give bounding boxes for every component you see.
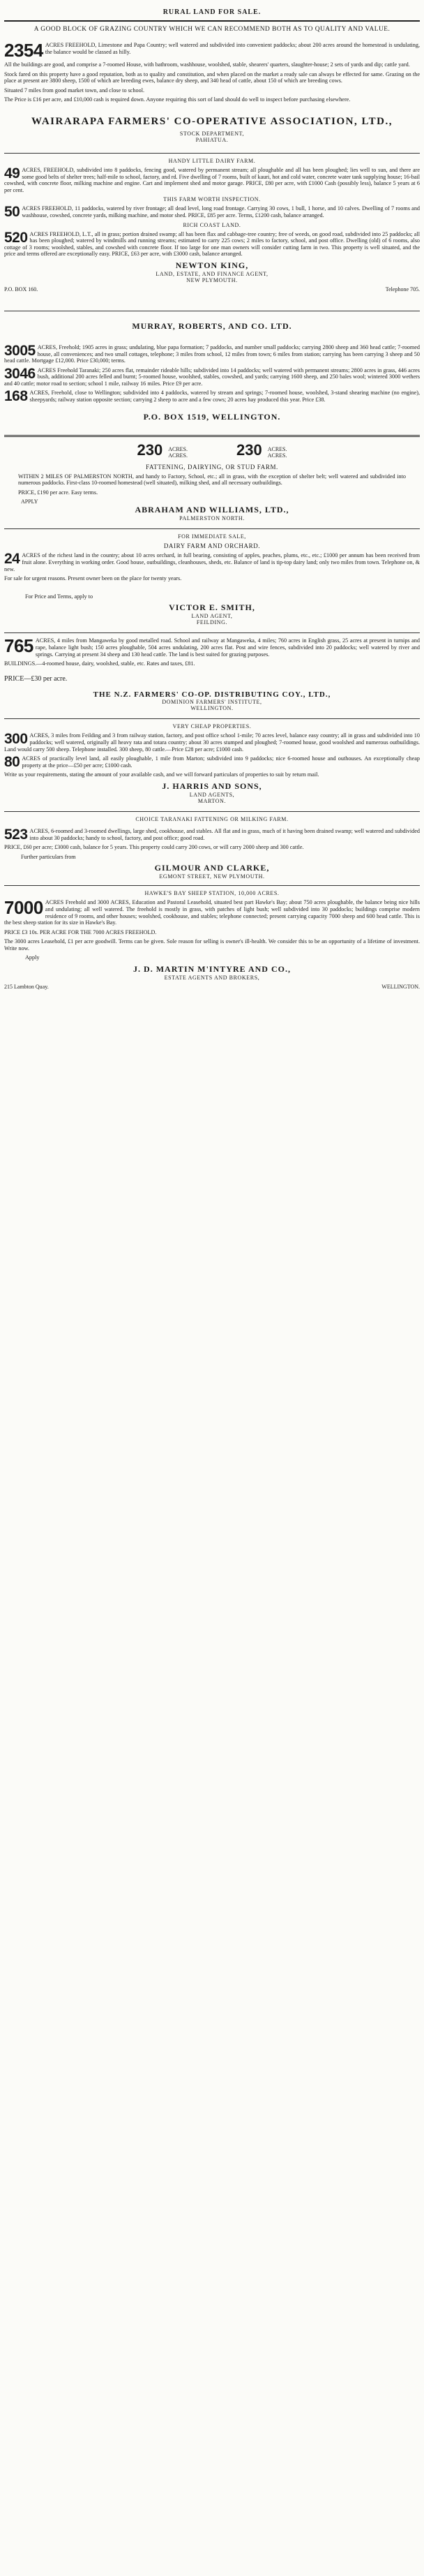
ad-nz-farmers (4, 637, 420, 711)
address-line (4, 984, 420, 990)
ad-newton-king (4, 158, 420, 293)
divider (4, 20, 420, 22)
acreage-number: 230 (236, 441, 262, 459)
listing-heading: FOR IMMEDIATE SALE, (178, 533, 246, 540)
firm-place: WELLINGTON. (381, 984, 420, 991)
listing-heading: DAIRY FARM AND ORCHARD. (163, 542, 261, 550)
firm-description: LAND AGENTS, (189, 791, 235, 798)
listing-text: ACRES, FREEHOLD, subdivided into 8 paddocks, fencing good, watered by permanent stream; all ploughable and all has been ploughed; lies well to sun, and there are some good belts of shelter trees; half-mile to school, factory, and rd. Five dwelling of 7 rooms, built of kauri, hot and cold water, concrete water tank supplying house; 16-bail cowshed, with concrete floor, milking machine and engine. Cart and implement shed and motor garage. PRICE, £80 per acre, with £1000 Cash (possibly less), balance 5 years at 6 per cent. (4, 166, 420, 193)
listing-7000 (4, 899, 420, 926)
listing-text: ACRES, 6-roomed and 3-roomed dwellings, large shed, cookhouse, and stables. All flat and in grass, much of it having been drained swamp; well watered and subdivided into about 30 paddocks; handy to school, factory, and post office; good road. (29, 827, 420, 841)
listing-heading: CHOICE TARANAKI FATTENING OR MILKING FARM. (135, 815, 289, 822)
firm-name: THE N.Z. FARMERS' CO-OP. DISTRIBUTING COY., LTD., (93, 690, 331, 699)
listing-168 (4, 390, 420, 403)
listing-3046 (4, 367, 420, 387)
listing-text: ACRES, Freehold; 1905 acres in grass; undulating, blue papa formation; 7 paddocks, and number small paddocks; carrying 2800 sheep and 360 head cattle; 7-roomed house, all conveniences; and two small cottages, telephone; 3 miles from school, 12 miles from town; 6 miles from station; carrying has been carrying 3 sheep and 50 head cattle. Mortgage £12,000. Price £30,000; terms. (4, 343, 420, 364)
firm-place: EGMONT STREET, NEW PLYMOUTH. (159, 873, 265, 880)
acreage-number: 300 (4, 732, 28, 748)
divider (4, 811, 420, 812)
listing-price: PRICE, £60 per acre; £3000 cash, balance for 5 years. This property could carry 200 cows, or will carry 2000 sheep and 300 cattle. (4, 844, 304, 851)
listing-heading: HANDY LITTLE DAIRY FARM. (168, 157, 256, 164)
divider (4, 632, 420, 633)
divider (4, 718, 420, 719)
listing-paragraph: All the buildings are good, and comprise a 7-roomed House, with bathroom, washhouse, woolshed, stable, shearers' quarters, slaughter-house; 2 sets of yards and dip; cattle yard. (4, 61, 410, 68)
listing-note: Write us your requirements, stating the amount of your available cash, and we will forward particulars of properties to suit by return mail. (4, 771, 319, 778)
firm-place: WELLINGTON. (190, 705, 234, 712)
listing-text: ACRES FREEHOLD, Limestone and Papa Country; well watered and subdivided into convenient paddocks; about 200 acres around the homestead is undulating, the balance would be classed as hilly. (45, 42, 420, 55)
ad-gilmour-clarke (4, 816, 420, 880)
agent-description: LAND AGENT, (191, 613, 233, 620)
firm-place: MARTON. (197, 797, 227, 804)
firm-place: PALMERSTON NORTH. (179, 515, 245, 522)
acreage-number: 523 (4, 827, 28, 842)
acreage-number: 168 (4, 390, 28, 404)
listing-3005 (4, 344, 420, 364)
firm-place: PAHIATUA. (195, 136, 229, 143)
acreage-number: 7000 (4, 899, 43, 919)
divider (4, 528, 420, 529)
apply-label: APPLY (21, 498, 38, 505)
listing-49 (4, 167, 420, 193)
listing-text: ACRES Freehold and 3000 ACRES, Education and Pastoral Leasehold, situated best part Hawke's Bay; about 750 acres ploughable, the balance being nice hills and undulating; all well watered. The freehold is mostly in grass, with patches of light bush; well subdivided into 30 paddocks; buildings comprise modern residence of 9 rooms, and other houses; woolshed, cookhouse, and stables; telephone connected; present carrying capacity 7000 sheep and 600 head cattle. This is the best sheep station for its size in Hawke's Bay. (4, 899, 420, 926)
contact-line (4, 286, 420, 293)
firm-name: J. HARRIS AND SONS, (162, 780, 262, 791)
divider (4, 435, 420, 437)
agent-place: FEILDING. (196, 619, 228, 626)
street-address: 215 Lambton Quay. (4, 984, 49, 991)
divider (4, 153, 420, 154)
listing-520 (4, 231, 420, 258)
ad-mcintyre (4, 890, 420, 990)
ad-murray-roberts (4, 316, 420, 422)
acreage-number: 520 (4, 230, 28, 246)
listing-text: ACRES, Freehold, close to Wellington; subdivided into 4 paddocks, watered by stream and springs; 7-roomed house, woolshed, 3-stand shearing machine (no engine), sheepyards; railway station opposite section; carrying 2 sheep to acre and a few cows; 20 acres hay produced this year. Price £38. (29, 390, 420, 404)
acreage-label: ACRES. (168, 452, 188, 459)
listing-text: ACRES Freehold Taranaki; 250 acres flat, remainder rideable hills; subdivided into 14 paddocks; well watered with permanent streams; 2800 acres in grass, 446 acres bush, additional 200 acres felled and burnt; 5-roomed house, woolshed, stables, cowshed, and yards; carrying 1600 sheep, and 250 bales wool; wintered 3000 wethers and 40 cattle; motor road to section; school 1 mile, railway 16 miles. Price £9 per acre. (4, 367, 420, 387)
ad-abraham-williams (4, 441, 420, 522)
acreage-number: 2354 (4, 42, 43, 59)
acreage-label: ACRES. (267, 452, 287, 459)
listing-text: ACRES of the richest land in the country; about 10 acres orchard, in full bearing, consisting of apples, peaches, plums, etc., etc.; £1000 per annum has been received from fruit alone. Everything in working order. Good house, outbuildings, cleanhouses, sheds, etc. Balance of land is tip-top dairy land; only two miles from town. Telephone on, & new. (4, 552, 420, 572)
listing-2354 (4, 42, 420, 59)
apply-label: Apply (25, 954, 40, 961)
listing-heading: RICH COAST LAND. (183, 221, 241, 228)
listing-heading: THIS FARM WORTH INSPECTION. (163, 196, 261, 203)
firm-description: DOMINION FARMERS' INSTITUTE, (162, 699, 262, 706)
listing-text: ACRES FREEHOLD, L.T., all in grass; portion drained swamp; all has been flax and cabbage-tree country; free of weeds, on good road, subdivided into 25 paddocks; all has been ploughed; watered by windmills and running streams; estimated to carry 225 cows; 2 miles to factory, school, and post office. Dwelling (old) of 6 rooms, also cottage of 3 rooms; woolshed, stables, and cowshed with concrete floor. If too large for one man owners will consider cutting farm in two. This property is well situated, and the price and terms offered are exceptionally easy. PRICE, £63 per acre, with £3000 cash, balance arranged. (4, 230, 420, 258)
listing-text: ACRES, 3 miles from Feilding and 3 from railway station, factory, and post office school 1-mile; 70 acres level, balance easy country; all in grass and subdivided into 10 paddocks; well watered, originally all heavy rata and totara country; about 30 acres stumped and ploughed; 7-roomed house, good woolshed and numerous outbuildings. Land would carry 500 sheep. Telephone installed. 300 sheep, 80 cattle.—Price £28 per acre; £1000 cash. (4, 732, 420, 753)
acreage-label: ACRES. (168, 445, 188, 452)
listing-text: ACRES of practically level land, all easily ploughable, 1 mile from Marton; subdivided into 9 paddocks; nice 6-roomed house and outhouses. An exceptionally cheap property at the price—£50 per acre; £1000 cash. (22, 755, 420, 769)
firm-name: J. D. MARTIN M'INTYRE AND CO., (133, 964, 291, 975)
listing-buildings: BUILDINGS.—4-roomed house, dairy, woolshed, stable, etc. Rates and taxes, £81. (4, 660, 195, 667)
po-box: P.O. BOX 1519, WELLINGTON. (143, 411, 281, 422)
listing-24 (4, 552, 420, 572)
listing-price: PRICE £3 10s. PER ACRE FOR THE 7000 ACRES FREEHOLD. (4, 928, 157, 935)
ad-intro: A GOOD BLOCK OF GRAZING COUNTRY WHICH WE CAN RECOMMEND BOTH AS TO QUALITY AND VALUE. (33, 26, 391, 33)
listing-paragraph: The 3000 acres Leasehold, £1 per acre goodwill. Terms can be given. Sole reason for selling is owner's ill-health. We consider this to be an opportunity of a lifetime of investment. Write now. (4, 938, 420, 952)
agent-name: VICTOR E. SMITH, (169, 602, 255, 613)
acreage-number: 3046 (4, 367, 36, 382)
acreage-banner (4, 441, 420, 459)
agent-name: NEWTON KING, (175, 260, 249, 270)
firm-description: ESTATE AGENTS AND BROKERS, (164, 975, 260, 982)
firm-name: ABRAHAM AND WILLIAMS, LTD., (135, 505, 289, 515)
acreage-number: 765 (4, 637, 33, 657)
firm-department: STOCK DEPARTMENT, (179, 130, 245, 137)
section-masthead: RURAL LAND FOR SALE. (162, 8, 262, 16)
firm-name: GILMOUR AND CLARKE, (154, 863, 270, 873)
agent-place: NEW PLYMOUTH. (186, 276, 238, 283)
listing-heading: FATTENING, DAIRYING, OR STUD FARM. (146, 463, 278, 471)
listing-text: ACRES, 4 miles from Mangaweka by good metalled road. School and railway at Mangaweka, 4 miles; 760 acres in English grass, 25 acres at present in turnips and rape, balance light bush; 150 acres ploughable, 504 acres undulating, 200 acres flat. Post and wire fences, subdivided into 20 paddocks; well watered by river and springs. Carrying at present 34 sheep and 130 head cattle. The land is best suited for grazing purposes. (35, 637, 420, 658)
acreage-number: 24 (4, 552, 20, 568)
ad-harris-sons (4, 723, 420, 804)
acreage-number: 50 (4, 205, 20, 219)
listing-300 (4, 732, 420, 753)
ad-victor-smith (4, 533, 420, 626)
ad-wairarapa (4, 26, 420, 143)
listing-523 (4, 828, 420, 841)
listing-paragraph: The Price is £16 per acre, and £10,000 cash is required down. Anyone requiring this sort of land should do well to inspect before purchasing elsewhere. (4, 96, 351, 103)
acreage-number: 80 (4, 755, 20, 769)
listing-text: ACRES FREEHOLD, 11 paddocks, watered by river frontage; all dead level, long road frontage. Carrying 30 cows, 1 bull, 1 horse, and 10 calves. Dwelling of 7 rooms and washhouse, cowshed, concrete yards, milking machine, and motor shed. PRICE, £85 per acre. Terms, £1200 cash, balance arranged. (22, 205, 420, 219)
divider (4, 885, 420, 886)
listing-paragraph: Stock fared on this property have a good reputation, both as to quality and constitution, and when placed on the market a ready sale can always be effected for same. Grazing on the place at present are 3800 sheep, 1500 of which are breeding ewes, balance dry sheep, and 340 head of cattle, about 150 of which are breeding cows. (4, 71, 420, 84)
firm-name: MURRAY, ROBERTS, AND CO. LTD. (132, 320, 292, 331)
agent-description: LAND, ESTATE, AND FINANCE AGENT, (156, 270, 268, 277)
po-box: P.O. BOX 160. (4, 286, 38, 293)
listing-body: WITHIN 2 MILES OF PALMERSTON NORTH, and handy to Factory, School, etc.; all in grass, with the exception of shelter belt; well watered and subdivided into numerous paddocks. First-class 10-roomed homestead (well situated), milking shed, and all necessary outbuildings. (18, 473, 406, 487)
telephone: Telephone 705. (385, 286, 420, 293)
acreage-number: 3005 (4, 343, 36, 359)
firm-name: WAIRARAPA FARMERS' CO-OPERATIVE ASSOCIATION, LTD., (31, 115, 393, 127)
acreage-number: 230 (137, 441, 163, 459)
listing-price: PRICE—£30 per acre. (4, 675, 68, 683)
listing-price: PRICE, £190 per acre. Easy terms. (18, 489, 98, 496)
listing-80 (4, 755, 420, 769)
acreage-label: ACRES. (267, 445, 287, 452)
listing-765 (4, 637, 420, 658)
listing-heading: VERY CHEAP PROPERTIES. (172, 723, 252, 730)
listing-heading: HAWKE'S BAY SHEEP STATION, 10,000 ACRES. (144, 890, 280, 897)
apply-label: For Price and Terms, apply to (25, 593, 93, 600)
apply-label: Further particulars from (21, 853, 76, 860)
listing-note: For sale for urgent reasons. Present owner been on the place for twenty years. (4, 575, 182, 582)
listing-50 (4, 205, 420, 219)
listing-paragraph: Situated 7 miles from good market town, and close to school. (4, 87, 145, 94)
acreage-number: 49 (4, 166, 20, 182)
